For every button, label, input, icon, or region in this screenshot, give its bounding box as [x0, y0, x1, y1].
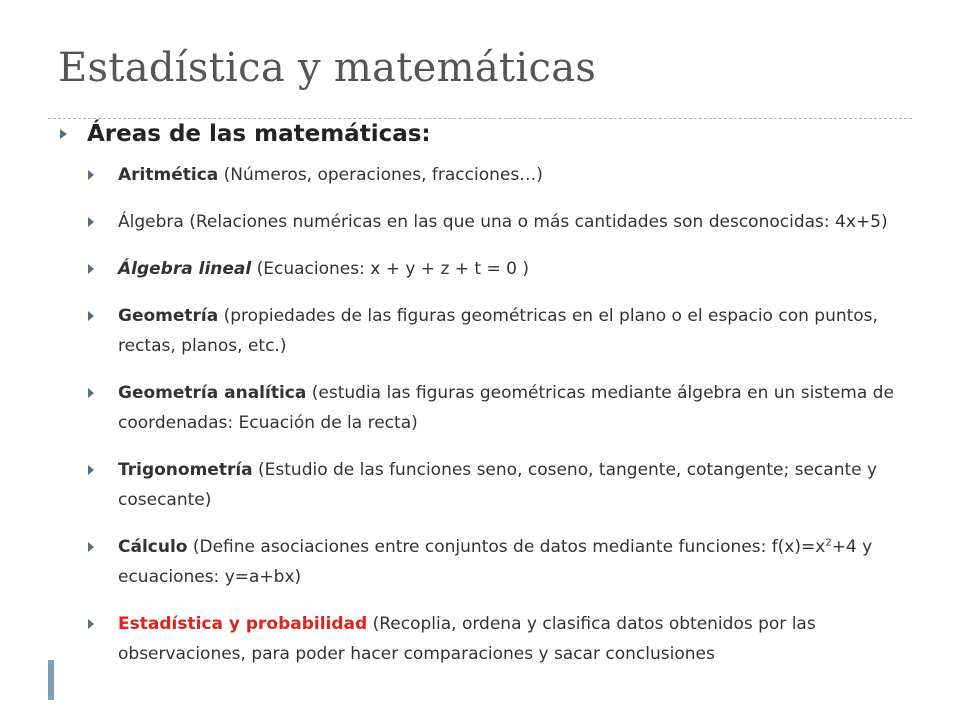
bullet-arrow-icon: [88, 542, 94, 552]
list-item-calculo: [88, 532, 928, 592]
item-term: Geometría: [118, 306, 219, 326]
item-description-end: +4 y ecuaciones: y=a+bx): [118, 537, 873, 587]
item-term: Trigonometría: [118, 460, 253, 480]
item-description: (estudia las figuras geométricas mediante álgebra en un sistema de coordenadas: Ecuación de la recta): [118, 383, 894, 433]
decorative-side-bar: [48, 660, 54, 700]
list-item-aritmetica: [88, 160, 928, 190]
list-item-geometria-analitica: [88, 378, 928, 438]
item-description: (Define asociaciones entre conjuntos de datos mediante funciones: f(x)=x: [187, 537, 826, 557]
item-description: (Recoplia, ordena y clasifica datos obtenidos por las observaciones, para poder hacer comparaciones y sacar conclusiones: [118, 614, 816, 664]
item-term: Álgebra: [118, 212, 184, 232]
list-item-algebra: [88, 207, 928, 237]
item-description: (Relaciones numéricas en las que una o más cantidades son desconocidas: 4x+5): [183, 212, 888, 232]
bullet-arrow-icon: [88, 170, 94, 180]
section-heading-text: Áreas de las matemáticas:: [87, 121, 431, 147]
list-item-algebra-lineal: [88, 254, 928, 284]
item-description: (Ecuaciones: x + y + z + t = 0 ): [251, 259, 529, 279]
slide-title: Estadística y matemáticas: [58, 45, 597, 91]
item-term: Álgebra lineal: [118, 259, 252, 279]
bullet-arrow-icon: [88, 619, 94, 629]
math-areas-list: [88, 160, 928, 686]
list-item-geometria: [88, 301, 928, 361]
bullet-arrow-icon: [88, 388, 94, 398]
item-term-highlighted: Estadística y probabilidad: [118, 614, 368, 634]
exponent: 2: [825, 537, 832, 549]
item-description: (propiedades de las figuras geométricas en el plano o el espacio con puntos, rectas, planos, etc.): [118, 306, 878, 356]
list-item-trigonometria: [88, 455, 928, 515]
list-item-estadistica: [88, 609, 928, 669]
item-term: Aritmética: [118, 165, 219, 185]
bullet-arrow-icon: [88, 311, 94, 321]
item-term: Geometría analítica: [118, 383, 307, 403]
item-description: (Estudio de las funciones seno, coseno, tangente, cotangente; secante y cosecante): [118, 460, 878, 510]
bullet-arrow-icon: [60, 129, 67, 139]
bullet-arrow-icon: [88, 465, 94, 475]
bullet-arrow-icon: [88, 264, 94, 274]
item-term: Cálculo: [118, 537, 188, 557]
bullet-arrow-icon: [88, 217, 94, 227]
section-heading: [60, 116, 912, 152]
item-description: (Números, operaciones, fracciones…): [218, 165, 543, 185]
